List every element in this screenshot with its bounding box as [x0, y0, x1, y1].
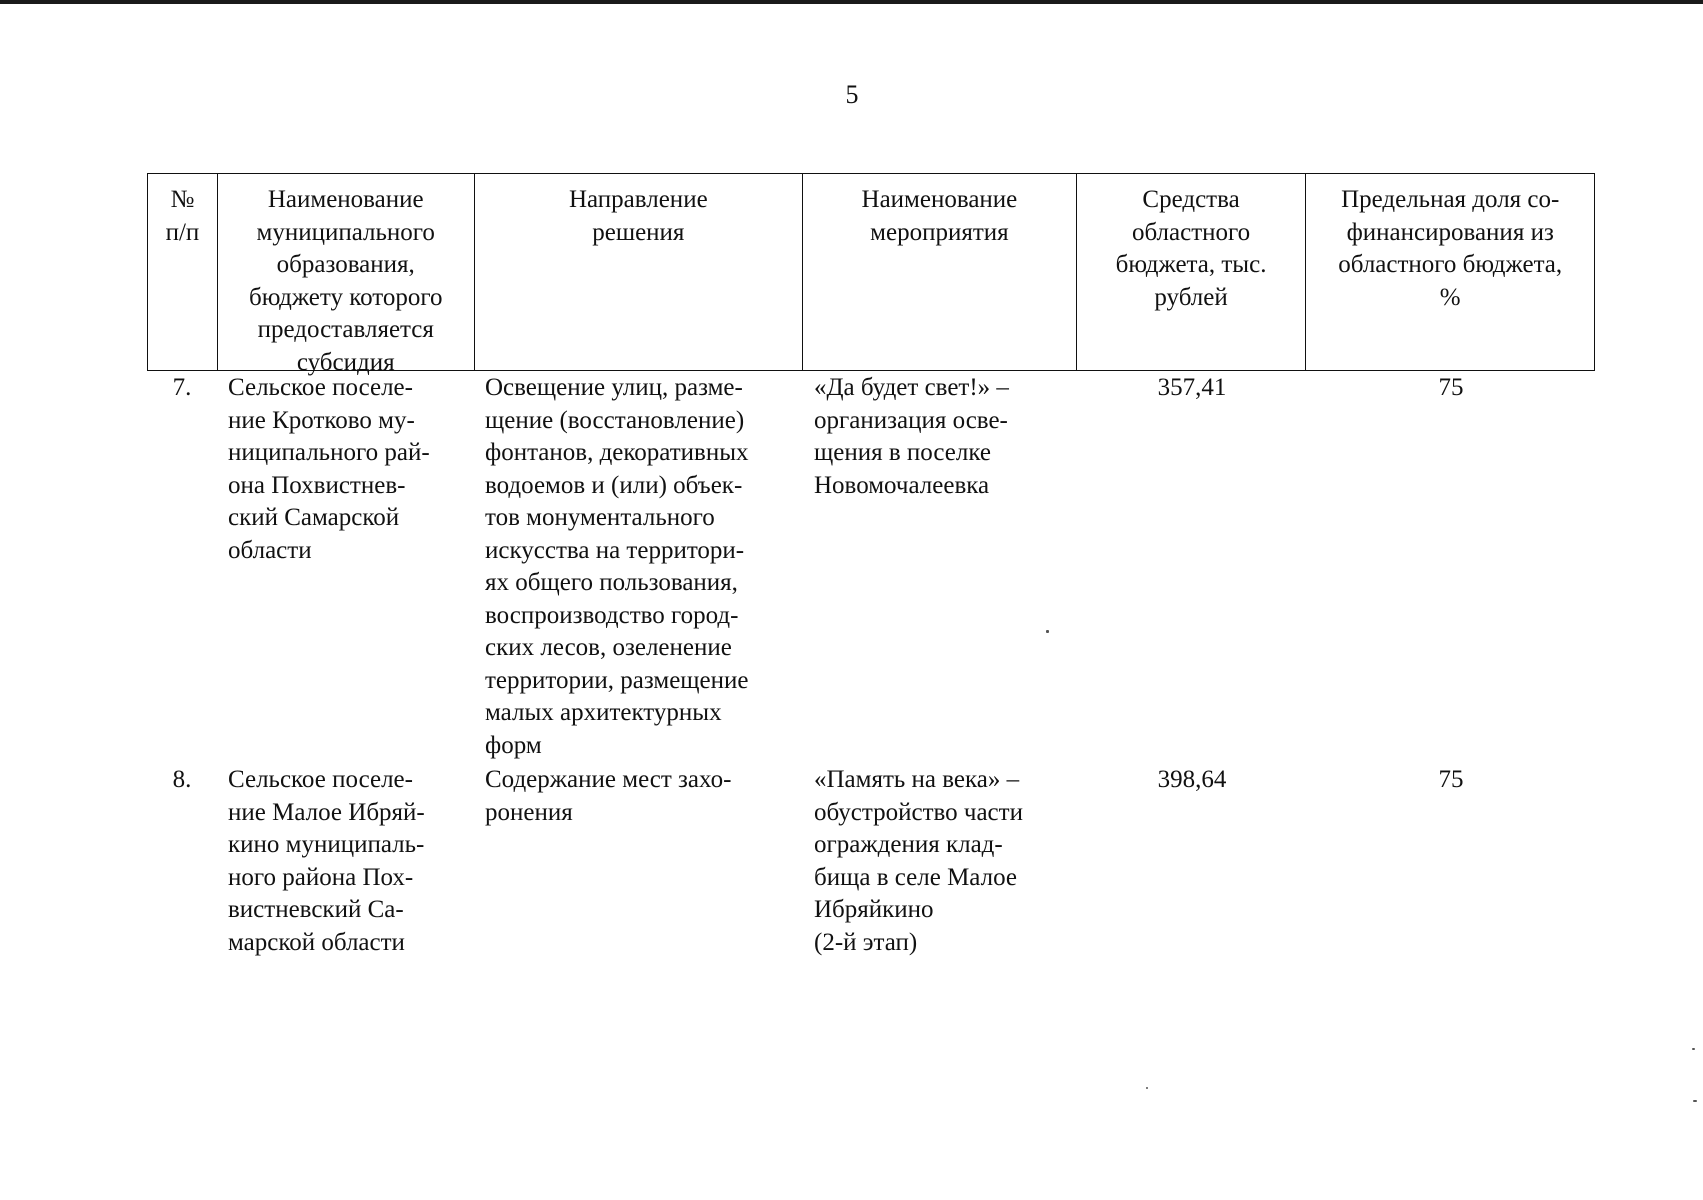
header-text: Наименование муниципального образования, бюджету которого предоставляется субсидия	[248, 186, 443, 376]
header-cell-event	[803, 174, 1077, 370]
header-cell-direction	[475, 174, 804, 370]
scan-speck	[1692, 1048, 1695, 1050]
municipality-cell: Сельское поселе- ние Малое Ибряй- кино муниципаль- ного района Пох- вистневский Са- марской области	[228, 766, 425, 956]
table-row	[147, 764, 1595, 959]
funds-cell: 357,41	[1157, 374, 1227, 401]
row-number: 7.	[172, 374, 192, 401]
header-cell-funds	[1077, 174, 1307, 370]
page-number: 5	[845, 80, 859, 109]
scan-top-edge	[0, 0, 1703, 4]
header-cell-number	[148, 174, 218, 370]
scan-speck	[1693, 1100, 1697, 1102]
header-text: № п/п	[165, 186, 200, 246]
municipality-cell: Сельское поселе- ние Кротково му- ниципального рай- она Похвистнев- ский Самарской области	[228, 374, 430, 564]
table-header	[147, 173, 1595, 376]
scan-speck	[1046, 630, 1049, 633]
row-number: 8.	[172, 766, 192, 793]
direction-cell: Освещение улиц, разме- щение (восстановление) фонтанов, декоративных водоемов и (или) объек- тов монументального искусства на территори- ях общего пользования, воспроизводство город- ских лесов, озеленение территории, размещение малых архитектурных форм	[485, 374, 749, 759]
header-text: Предельная доля со- финансирования из областного бюджета, %	[1338, 186, 1563, 311]
header-text: Наименование мероприятия	[861, 186, 1018, 246]
funds-cell: 398,64	[1157, 766, 1227, 793]
event-cell: «Да будет свет!» – организация осве- щения в поселке Новомочалеевка	[814, 374, 1009, 499]
share-cell: 75	[1438, 374, 1464, 401]
header-text: Направление решения	[568, 186, 708, 246]
event-cell: «Память на века» – обустройство части ограждения клад- бища в селе Малое Ибряйкино (2-й этап)	[814, 766, 1023, 956]
direction-cell: Содержание мест захо- ронения	[485, 766, 732, 826]
table-row	[147, 372, 1595, 762]
header-text: Средства областного бюджета, тыс. рублей	[1115, 186, 1267, 311]
header-cell-share	[1306, 174, 1594, 370]
share-cell: 75	[1438, 766, 1464, 793]
scan-speck	[1146, 1087, 1148, 1089]
header-cell-municipality	[218, 174, 475, 376]
